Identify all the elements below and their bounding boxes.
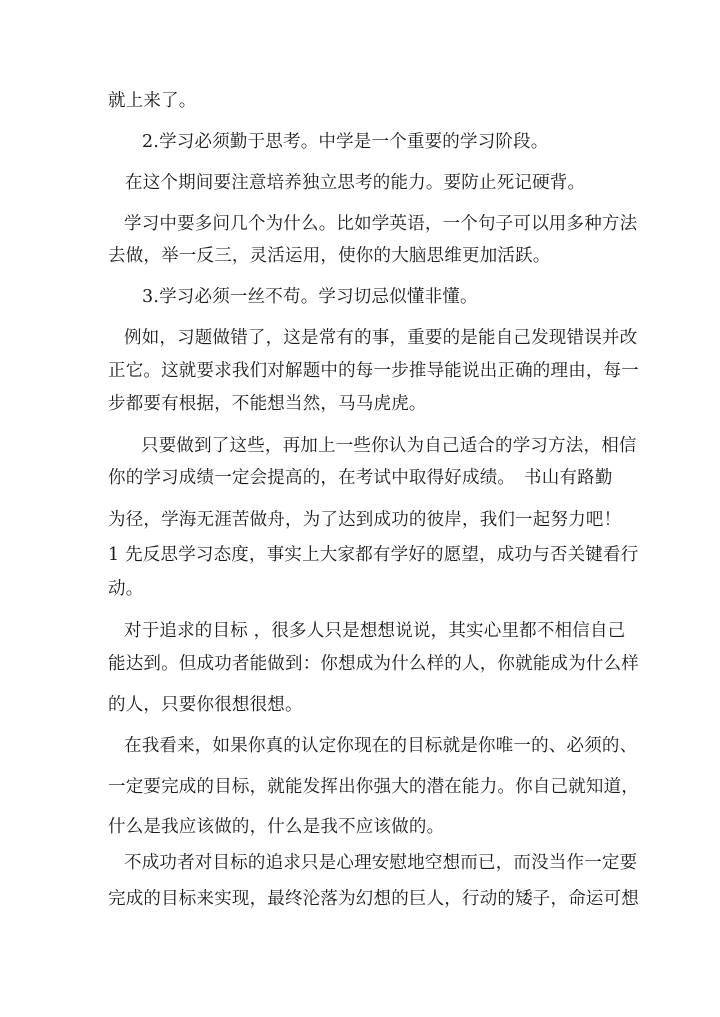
text-line: 完成的目标来实现，最终沦落为幻想的巨人，行动的矮子，命运可想 bbox=[108, 889, 639, 909]
text-line: 步都要有根据，不能想当然，马马虎虎。 bbox=[108, 394, 427, 414]
text-line: 动。 bbox=[108, 579, 144, 599]
text-line: 在这个期间要注意培养独立思考的能力。要防止死记硬背。 bbox=[125, 173, 586, 193]
section-heading-3: 3.学习必须一丝不苟。学习切忌似懂非懂。 bbox=[142, 287, 478, 307]
text-line: 学习中要多问几个为什么。比如学英语，一个句子可以用多种方法 bbox=[124, 214, 638, 234]
text-line: 正它。这就要求我们对解题中的每一步推导能说出正确的理由，每一 bbox=[108, 361, 639, 381]
text-line: 的人，只要你很想很想。 bbox=[108, 695, 303, 715]
text-line: 就上来了。 bbox=[108, 91, 197, 111]
text-line: 去做，举一反三，灵活运用，使你的大脑思维更加活跃。 bbox=[108, 246, 551, 266]
text-line: 对于追求的目标 ，很多人只是想想说说，其实心里都不相信自己 bbox=[124, 621, 626, 641]
section-heading-2: 2.学习必须勤于思考。中学是一个重要的学习阶段。 bbox=[142, 132, 549, 152]
numbered-point-1: 1 先反思学习态度，事实上大家都有学好的愿望，成功与否关键看行 bbox=[108, 545, 639, 565]
text-line: 为径，学海无涯苦做舟，为了达到成功的彼岸，我们一起努力吧！ bbox=[108, 510, 622, 530]
text-line: 一定要完成的目标，就能发挥出你强大的潜在能力。你自己就知道， bbox=[108, 777, 639, 797]
text-line: 在我看来，如果你真的认定你现在的目标就是你唯一的、必须的、 bbox=[124, 736, 638, 756]
text-line: 不成功者对目标的追求只是心理安慰地空想而已，而没当作一定要 bbox=[124, 853, 638, 873]
text-line: 只要做到了这些，再加上一些你认为自己适合的学习方法，相信 bbox=[141, 436, 637, 456]
text-line: 能达到。但成功者能做到：你想成为什么样的人，你就能成为什么样 bbox=[108, 654, 639, 674]
text-line: 例如，习题做错了，这是常有的事，重要的是能自己发现错误并改 bbox=[124, 328, 638, 348]
text-line: 你的学习成绩一定会提高的，在考试中取得好成绩。 书山有路勤 bbox=[108, 468, 613, 488]
text-line: 什么是我应该做的，什么是我不应该做的。 bbox=[108, 817, 445, 837]
